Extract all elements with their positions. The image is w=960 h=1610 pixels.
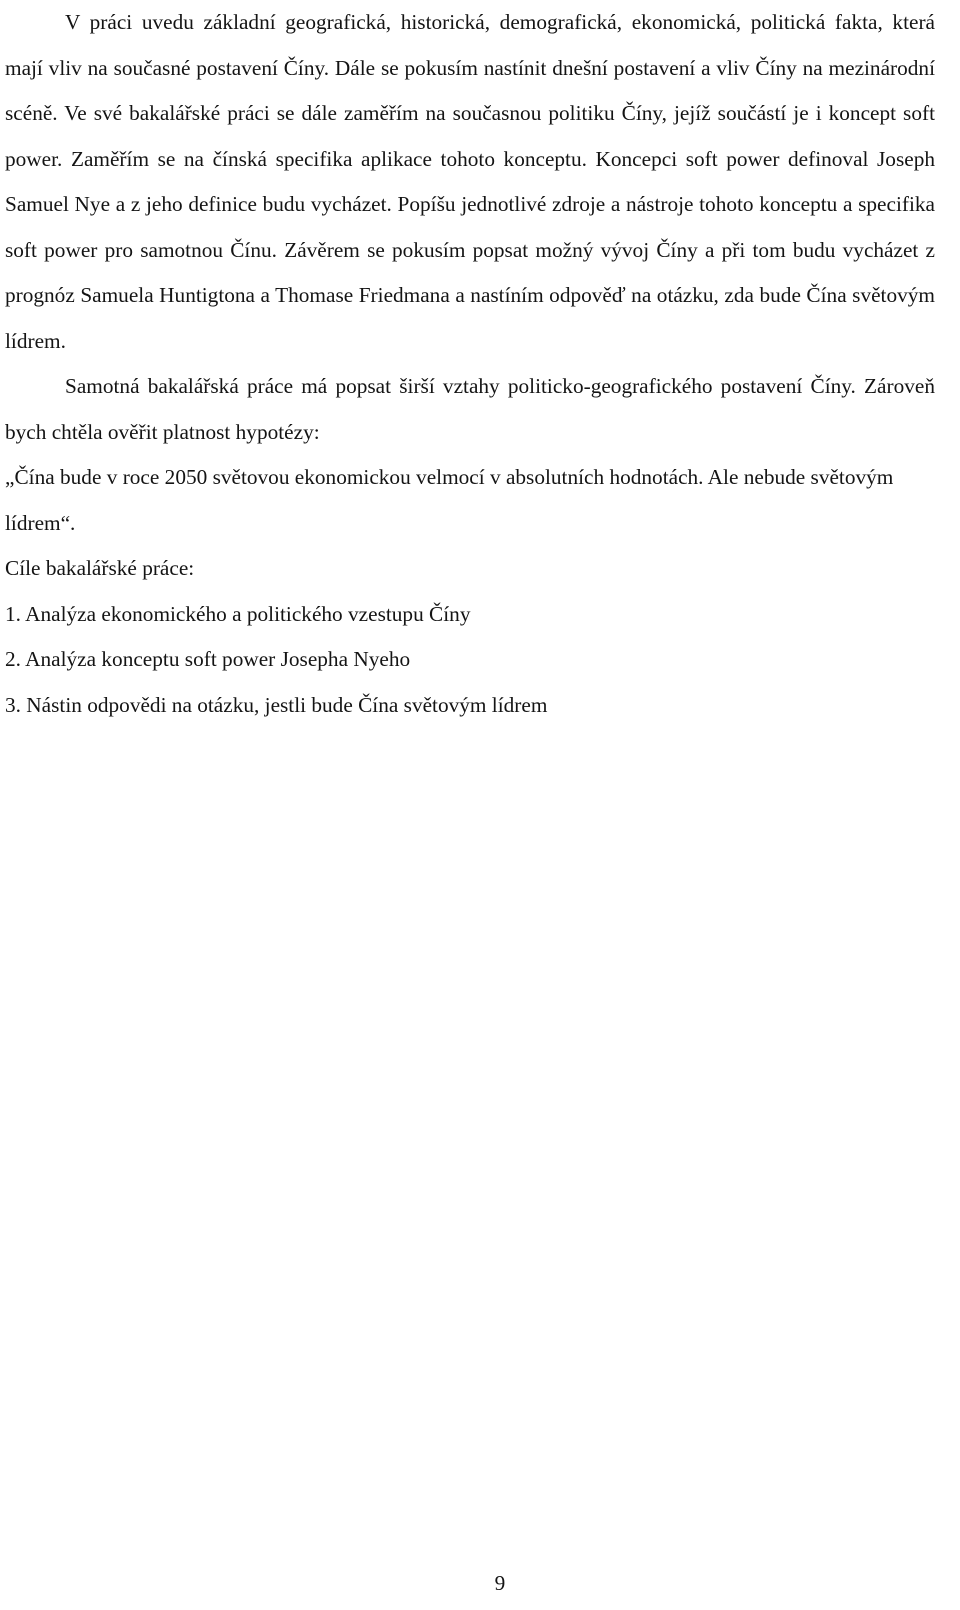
list-item: 1. Analýza ekonomického a politického vzestupu Číny <box>5 601 471 626</box>
goals-list <box>5 592 935 729</box>
hypothesis-text: „Čína bude v roce 2050 světovou ekonomickou velmocí v absolutních hodnotách. Ale nebude světovým lídrem“. <box>5 465 894 535</box>
intro-paragraph: V práci uvedu základní geografická, historická, demografická, ekonomická, politická fakta, která mají vliv na současné postavení Číny. Dále se pokusím nastínit dnešní postavení a vliv Číny na mezinárodní scéně. Ve své bakalářské práci se dále zaměřím na současnou politiku Číny, jejíž součástí je i koncept soft power. Zaměřím se na čínská specifika aplikace tohoto konceptu. Koncepci soft power definoval Joseph Samuel Nye a z jeho definice budu vycházet. Popíšu jednotlivé zdroje a nástroje tohoto konceptu a specifika soft power pro samotnou Čínu. Závěrem se pokusím popsat možný vývoj Číny a při tom budu vycházet z prognóz Samuela Huntigtona a Thomase Friedmana a nastíním odpověď na otázku, zda bude Čína světovým lídrem. <box>5 10 935 353</box>
thesis-aims-paragraph: Samotná bakalářská práce má popsat širší vztahy politicko-geografického postavení Číny. Zároveň bych chtěla ověřit platnost hypotézy: <box>5 374 935 444</box>
page-number: 9 <box>494 1571 506 1595</box>
page-body <box>5 0 935 728</box>
list-item: 2. Analýza konceptu soft power Josepha Nyeho <box>5 647 411 671</box>
list-item: 3. Nástin odpovědi na otázku, jestli bude Čína světovým lídrem <box>5 692 548 717</box>
goals-heading: Cíle bakalářské práce: <box>5 556 195 580</box>
